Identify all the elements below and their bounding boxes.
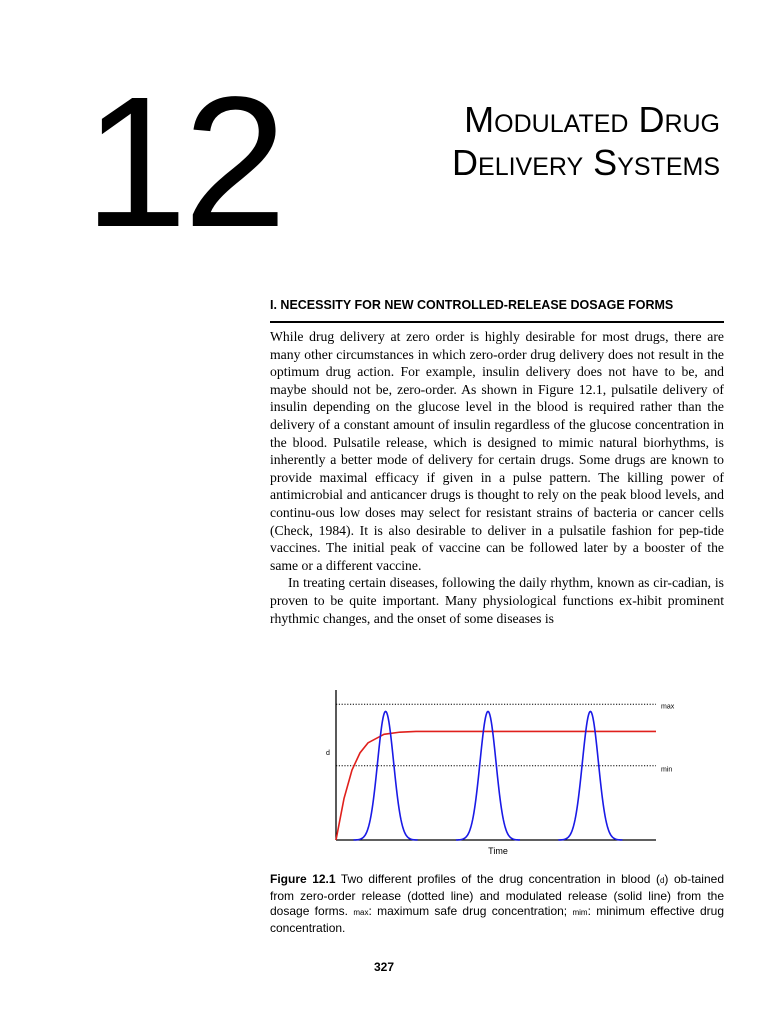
y-axis-label: d [326,750,330,757]
page-number: 327 [373,960,395,974]
figure-caption [270,872,724,936]
chapter-title [452,98,720,184]
figure-12-1-chart [318,688,718,863]
min-reference-label: min [661,766,673,774]
paragraph-2: In treating certain diseases, following the daily rhythm, known as cir-cadian, is proven to be quite important. Many physiological functions ex-hibit prominent rhythmic changes, and the onset of some diseases is [270,575,724,626]
section-rule [270,321,724,323]
caption-max-symbol: max [353,908,369,917]
body-text [270,328,724,627]
max-reference-label: max [661,703,675,711]
caption-text-4: : minimum effective drug concentration. [270,904,724,935]
caption-label: Figure 12.1 [270,872,336,886]
paragraph-1: While drug delivery at zero order is highly desirable for most drugs, there are many other circumstances in which zero-order drug delivery does not result in the optimum drug action. For example, insulin delivery does not have to be, and maybe should not be, zero-order. As shown in Figure 12.1, pulsatile delivery of insulin depending on the glucose level in the blood is required rather than the delivery of a constant amount of insulin regardless of the glucose concentration in the blood. Pulsatile release, which is designed to mimic natural biorhythms, is inherently a better mode of delivery for certain drugs. Some drugs are known to provide maximal efficacy if given in a pulse pattern. The killing power of antimicrobial and anticancer drugs is thought to rely on the peak blood levels, and continu-ous low doses may select for resistant strains of bacteria or cancer cells (Check, 1984). It is also desirable to deliver in a pulsatile fashion for pep-tide vaccines. The initial peak of vaccine can be followed later by a booster of the same or a different vaccine. [270,329,724,573]
caption-d-symbol: d [659,876,665,885]
caption-text-2: ) ob-tained from zero-order release (dotted line) and modulated release (solid line) from the dosage forms. [270,872,724,918]
chapter-title-line-1: Modulated Drug [464,99,720,140]
caption-min-symbol: mim [572,908,588,917]
section-heading: I. NECESSITY FOR NEW CONTROLLED-RELEASE DOSAGE FORMS [270,298,674,312]
caption-text-3: : maximum safe drug concentration; [368,904,573,918]
chapter-title-line-2: Delivery Systems [452,142,720,184]
chapter-number: 12 [84,59,283,266]
zero-order-release-curve [336,731,656,840]
x-axis-label: Time [488,846,508,856]
caption-text-1: Two different profiles of the drug concentration in blood ( [335,872,660,886]
